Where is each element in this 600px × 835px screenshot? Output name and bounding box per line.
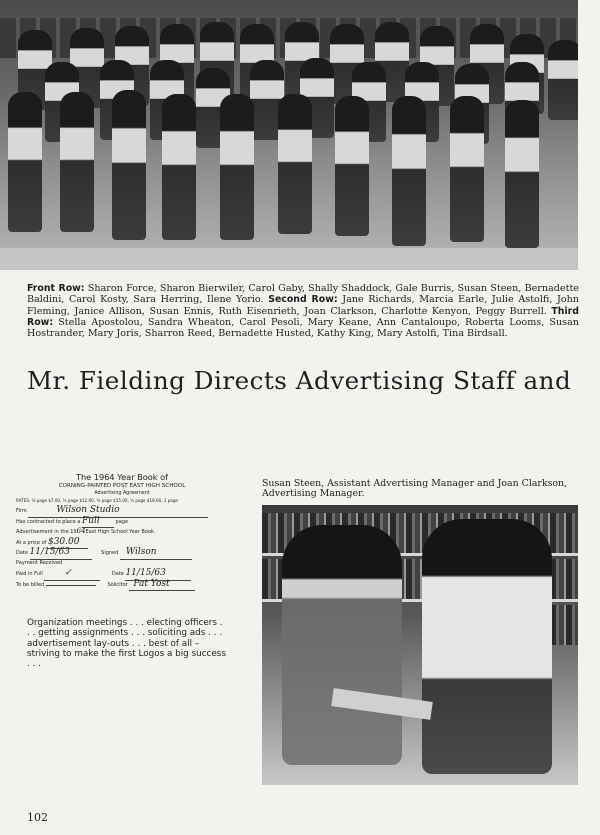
form-date-signed-row [16, 547, 228, 558]
form-contract-row [16, 516, 228, 527]
paid-label: Paid in Full [16, 571, 43, 577]
page-headline: Mr. Fielding Directs Advertising Staff and [27, 366, 572, 395]
organization-summary: Organization meetings . . . electing officers . . . getting assignments . . . soliciting ads . . . advertisement lay-outs . . . best of all – striving to make the first Logos a big success . . . [27, 618, 226, 670]
form-billed-row [16, 579, 228, 590]
office-photo-caption: Susan Steen, Assistant Advertising Manager and Joan Clarkson, Advertising Manager. [262, 478, 568, 500]
solicitor-value: Pat Yost [133, 578, 170, 589]
date-label: Date [16, 550, 28, 556]
page-number: 102 [27, 811, 48, 824]
form-price-row [16, 537, 228, 548]
third-row-label: Third Row: [27, 305, 579, 328]
payment-label: Payment Received [16, 559, 63, 566]
third-row-names: Stella Apostolou, Sandra Wheaton, Carol Pesoli, Mary Keane, Ann Cantaloupo, Roberta Looms, Susan Hostrander, Mary Joris, Sharron Reed, Bernadette Husted, Kathy King, Mary Astolfi, Tina Birdsall. [27, 316, 579, 340]
date2-value: 11/15/63 [125, 568, 166, 578]
form-ad-row [16, 526, 228, 537]
front-row-label: Front Row: [27, 283, 85, 294]
second-row-label: Second Row: [268, 294, 338, 306]
form-agreement-heading: Advertising Agreement [94, 491, 150, 496]
date-value: 11/15/63 [29, 547, 70, 557]
ad-suffix: East High School Year Book. [85, 529, 156, 535]
solicitor-label: Solicitor [107, 581, 128, 588]
group-photo-caption [27, 283, 579, 339]
form-rates: RATES: ⅛ page $7.00, ¼ page $12.00, ⅜ page $15.00, ½ page $18.00, 1 page [16, 498, 178, 503]
second-row-names: Jane Richards, Marcia Earle, Julie Astolfi, John Fleming, Janice Allison, Susan Ennis, Ruth Eisenrieth, Joan Clarkson, Charlotte Kenyon, Peggy Burrell. [27, 294, 579, 317]
ad-year: 64 [76, 527, 86, 535]
signed-label: Signed [101, 550, 119, 556]
contract-value: Full [81, 515, 100, 526]
contract-suffix: page [115, 518, 129, 525]
billed-label: To be billed [16, 581, 45, 588]
advertising-agreement-form [16, 472, 228, 604]
date2-label: Date [111, 571, 124, 577]
paid-value: ✓ [64, 568, 72, 578]
firm-label: Firm [16, 508, 27, 514]
staff-group-photo [0, 0, 578, 270]
form-payment-row [16, 558, 228, 569]
ad-label: Advertisement in the 19 [16, 529, 77, 535]
front-row-names: Sharon Force, Sharon Bierwiler, Carol Gaby, Shally Shaddock, Gale Burris, Susan Steen, Bernadette Baldini, Carol Kosty, Sara Herring, Ilene Yorio. [27, 283, 579, 306]
price-label: At a price of [16, 539, 47, 546]
form-firm-row [16, 505, 228, 516]
signed-value: Wilson [125, 547, 157, 557]
price-value: $30.00 [47, 536, 80, 547]
contract-label: Has contracted to place a [16, 518, 81, 525]
managers-office-photo [262, 505, 578, 785]
form-school: CORNING-PAINTED POST EAST HIGH SCHOOL [58, 483, 186, 489]
form-paid-row [16, 568, 228, 579]
firm-value: Wilson Studio [56, 505, 120, 515]
form-title: The 1964 Year Book of [75, 472, 169, 482]
